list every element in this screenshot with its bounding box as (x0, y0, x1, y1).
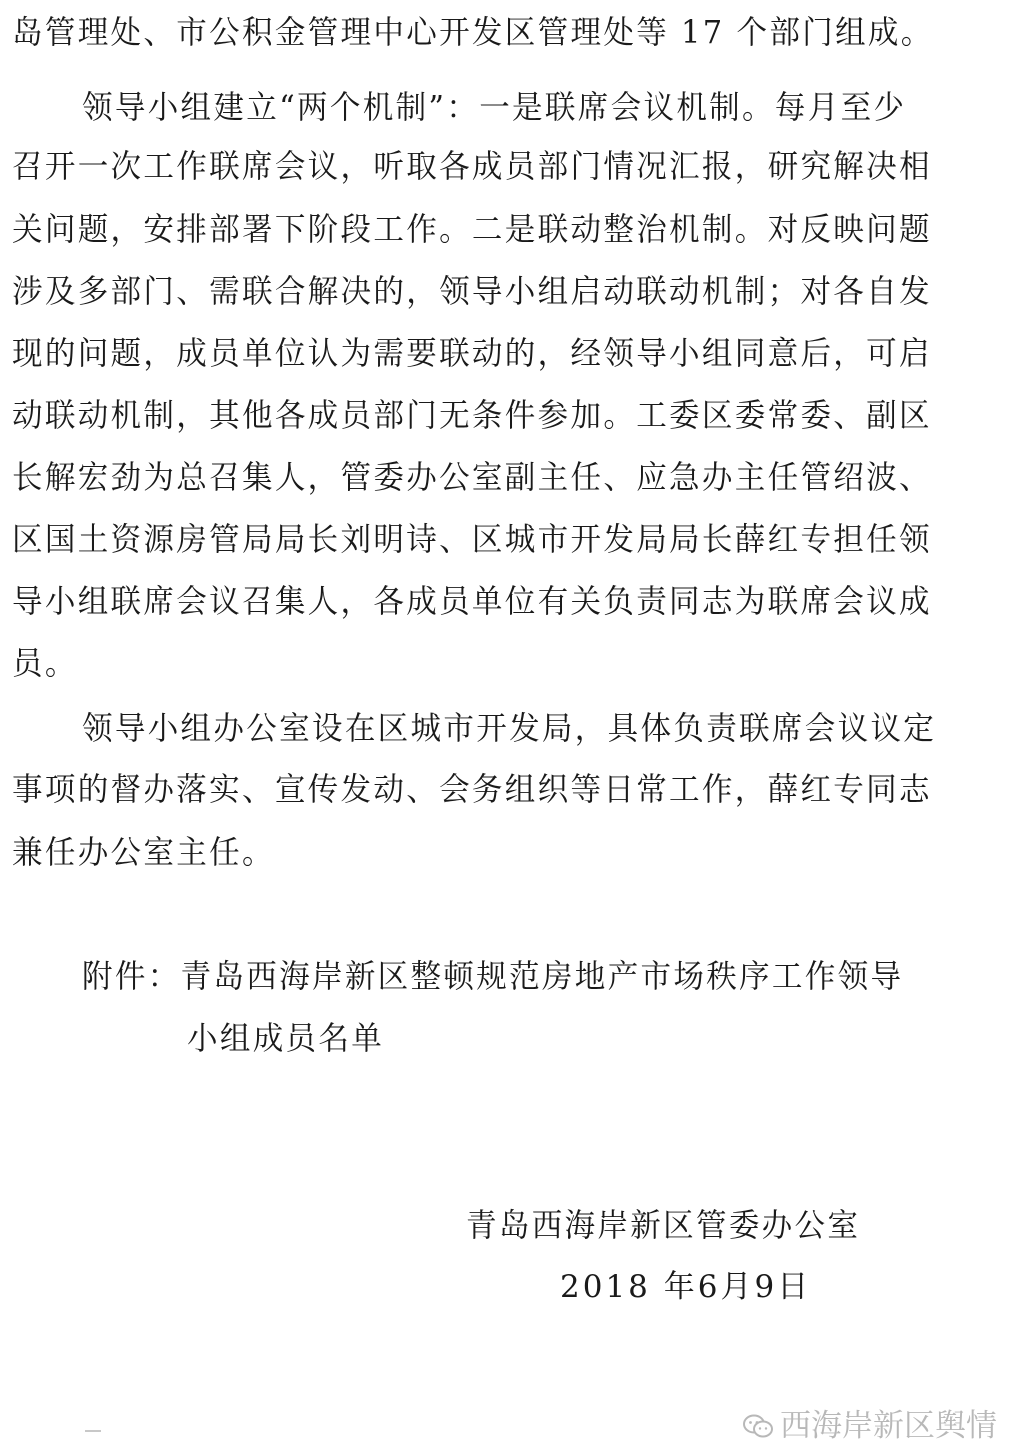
body-line: 员。 (12, 644, 78, 682)
body-line: 涉及多部门、需联合解决的，领导小组启动联动机制；对各自发 (12, 272, 932, 310)
watermark (742, 1406, 997, 1446)
paragraph-start-line: 领导小组办公室设在区城市开发局，具体负责联席会议议定 (82, 709, 937, 747)
watermark-text: 西海岸新区舆情 (780, 1408, 997, 1444)
body-line: 关问题，安排部署下阶段工作。二是联动整治机制。对反映问题 (12, 210, 932, 248)
body-line: 动联动机制，其他各成员部门无条件参加。工委区委常委、副区 (12, 396, 932, 434)
body-line: 兼任办公室主任。 (12, 833, 275, 871)
page-mark (85, 1430, 101, 1437)
attachment-line: 附件：青岛西海岸新区整顿规范房地产市场秩序工作领导 (82, 957, 904, 995)
body-line: 长解宏劲为总召集人，管委办公室副主任、应急办主任管绍波、 (12, 458, 932, 496)
issue-date: 2018 年6月9日 (560, 1269, 812, 1305)
paragraph-start-line: 领导小组建立“两个机制”：一是联席会议机制。每月至少 (82, 88, 907, 126)
body-line: 岛管理处、市公积金管理中心开发区管理处等 17 个部门组成。 (12, 13, 934, 51)
body-line: 事项的督办落实、宣传发动、会务组织等日常工作，薛红专同志 (12, 770, 932, 808)
wechat-icon (742, 1412, 774, 1440)
issuer-signature: 青岛西海岸新区管委办公室 (466, 1206, 861, 1244)
body-line: 召开一次工作联席会议，听取各成员部门情况汇报，研究解决相 (12, 147, 932, 185)
attachment-line-continued: 小组成员名单 (187, 1019, 385, 1057)
body-line: 现的问题，成员单位认为需要联动的，经领导小组同意后，可启 (12, 334, 932, 372)
body-line: 区国土资源房管局局长刘明诗、区城市开发局局长薛红专担任领 (12, 520, 932, 558)
body-line: 导小组联席会议召集人，各成员单位有关负责同志为联席会议成 (12, 582, 932, 620)
